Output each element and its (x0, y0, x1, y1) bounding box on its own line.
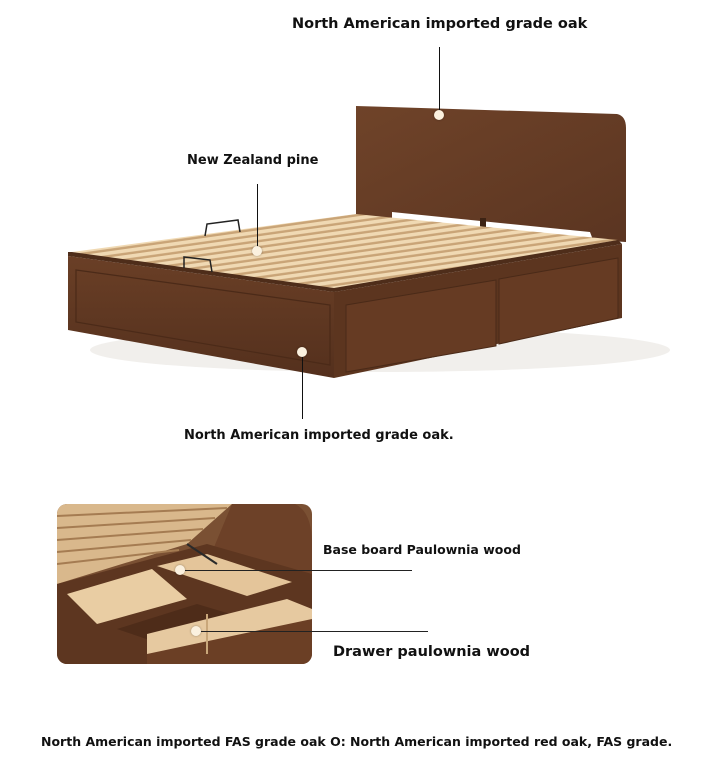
callout-headboard-dot (434, 110, 444, 120)
callout-base-board-label: Base board Paulownia wood (323, 542, 521, 557)
callout-slats-dot (252, 246, 262, 256)
callout-frame-label: North American imported grade oak. (184, 428, 454, 443)
callout-slats-label: New Zealand pine (187, 153, 319, 168)
callout-base-board-dot (175, 565, 185, 575)
callout-drawer-label: Drawer paulownia wood (333, 644, 531, 660)
callout-headboard-line (439, 47, 440, 111)
callout-frame-line (302, 357, 303, 419)
callout-slats-line (257, 184, 258, 248)
storage-inset-image (57, 504, 312, 664)
callout-drawer-dot (191, 626, 201, 636)
callout-drawer-line (201, 631, 428, 632)
callout-frame-dot (297, 347, 307, 357)
footer-material-note: North American imported FAS grade oak O: North American imported red oak, FAS grade. (41, 734, 673, 749)
callout-base-board-line (185, 570, 412, 571)
callout-headboard-label: North American imported grade oak (292, 16, 588, 32)
